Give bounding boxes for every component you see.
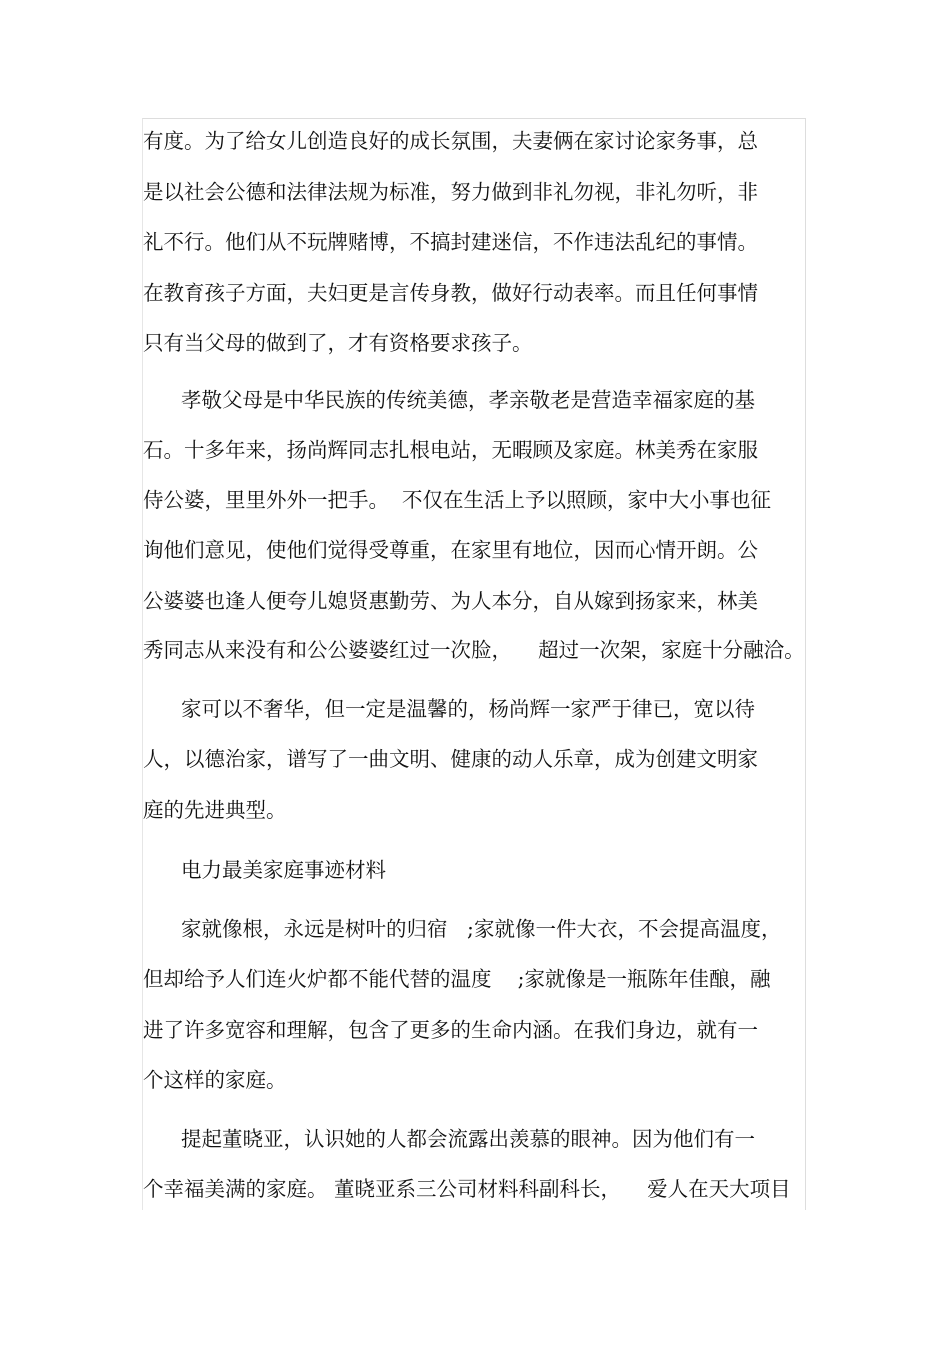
section-heading: 电力最美家庭事迹材料: [181, 858, 386, 882]
text-line: 侍公婆，里里外外一把手。 不仅在生活上予以照顾，家中大小事也征: [143, 488, 772, 512]
text-line: 家就像根，永远是树叶的归宿 ;家就像一件大衣，不会提高温度，: [181, 917, 782, 941]
text-line: 庭的先进典型。: [143, 798, 287, 822]
text-line: 石。十多年来，扬尚辉同志扎根电站，无暇顾及家庭。林美秀在家服: [143, 438, 758, 462]
text-line: 秀同志从来没有和公公婆婆红过一次脸， 超过一次架，家庭十分融洽。: [143, 638, 805, 662]
text-line: 礼不行。他们从不玩牌赌博，不搞封建迷信，不作违法乱纪的事情。: [143, 230, 758, 254]
text-line: 在教育孩子方面，夫妇更是言传身教，做好行动表率。而且任何事情: [143, 281, 758, 305]
text-line: 个幸福美满的家庭。 董晓亚系三公司材料科副科长， 爱人在天大项目: [143, 1177, 791, 1201]
text-line: 个这样的家庭。: [143, 1068, 287, 1092]
text-line: 进了许多宽容和理解，包含了更多的生命内涵。在我们身边，就有一: [143, 1018, 758, 1042]
text-line: 但却给予人们连火炉都不能代替的温度 ;家就像是一瓶陈年佳酿，融: [143, 967, 771, 991]
text-line: 是以社会公德和法律法规为标准，努力做到非礼勿视，非礼勿听，非: [143, 180, 758, 204]
text-line: 公婆婆也逢人便夸儿媳贤惠勤劳、为人本分，自从嫁到扬家来，林美: [143, 589, 758, 613]
text-line: 询他们意见，使他们觉得受尊重，在家里有地位，因而心情开朗。公: [143, 538, 758, 562]
text-line: 有度。为了给女儿创造良好的成长氛围，夫妻俩在家讨论家务事，总: [143, 129, 758, 153]
text-line: 只有当父母的做到了，才有资格要求孩子。: [143, 331, 533, 355]
text-line: 孝敬父母是中华民族的传统美德，孝亲敬老是营造幸福家庭的基: [181, 388, 755, 412]
text-line: 人，以德治家，谱写了一曲文明、健康的动人乐章，成为创建文明家: [143, 747, 758, 771]
text-line: 提起董晓亚，认识她的人都会流露出羡慕的眼神。因为他们有一: [181, 1127, 755, 1151]
text-line: 家可以不奢华，但一定是温馨的，杨尚辉一家严于律已，宽以待: [181, 697, 755, 721]
